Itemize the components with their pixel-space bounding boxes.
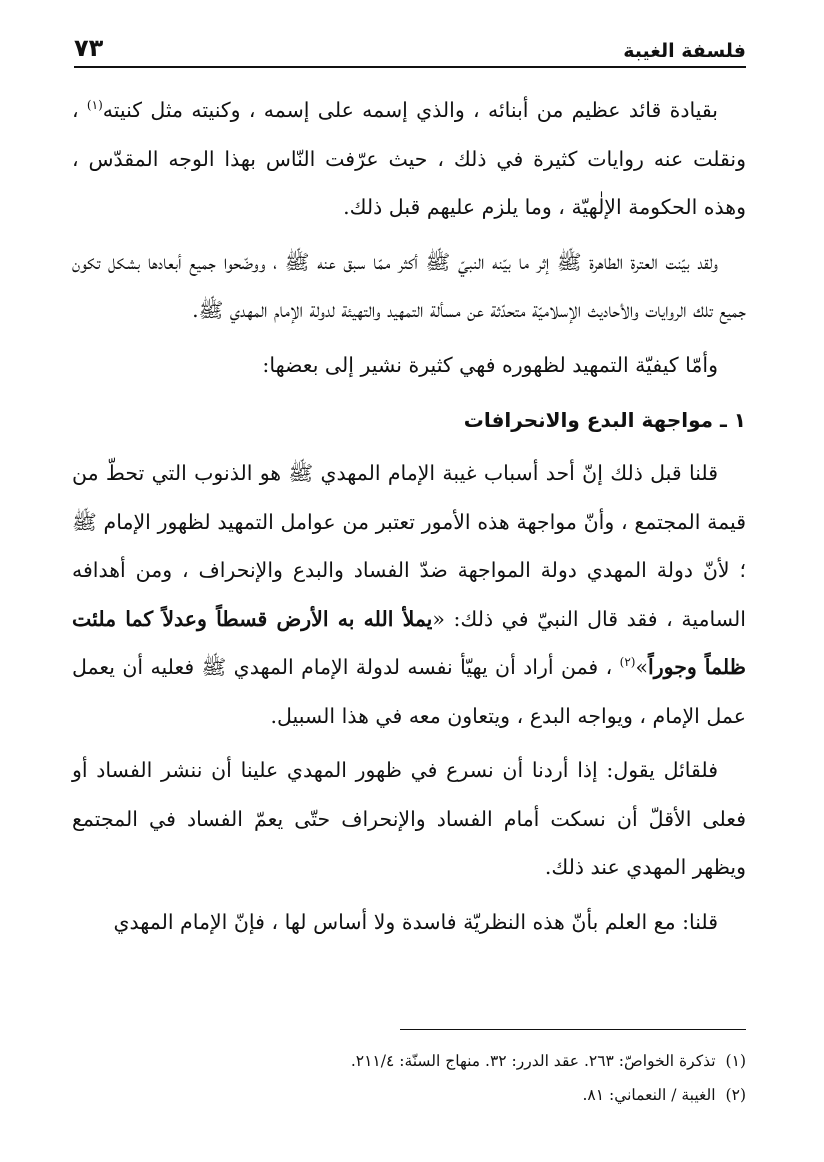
paragraph-1-part-b: ، ونقلت عنه روايات كثيرة في ذلك ، حيث عرّفت النّاس بهذا الوجه المقدّس ، وهذه الحكومة الإلٰهيّة ، وما يلزم عليهم قبل ذلك.	[72, 98, 746, 219]
paragraph-5: فلقائل يقول: إذا أردنا أن نسرع في ظهور المهدي علينا أن ننشر الفساد أو فعلى الأقلّ أن نسكت أمام الفساد والإنحراف حتّى يعمّ الفساد في المجتمع ويظهر المهدي عند ذلك.	[72, 758, 746, 879]
section-heading: ١ ـ مواجهة البدع والانحرافات	[463, 408, 746, 432]
quote-close: »	[635, 655, 649, 679]
page-header	[74, 22, 746, 68]
footnote-2	[72, 1078, 746, 1112]
paragraph-2: ولقد بيّنت العترة الطاهرة ﷺ إثر ما بيّنه النبيّ ﷺ أكثر ممّا سبق عنه ﷺ ، ووضّحوا جميع أبعادها بشكل تكون جميع تلك الروايات والأحاديث الإسلاميّة متحدّثة عن مسألة التمهيد والتهيئة لدولة الإمام المهدي ﷺ.	[72, 249, 746, 322]
footnote-2-text: الغيبة / النعماني: ٨١.	[582, 1086, 716, 1104]
paragraph-1	[72, 86, 746, 232]
running-title: فلسفة الغيبة	[623, 40, 746, 62]
hadith-quote: يملأ الله به الأرض قسطاً وعدلاً كما ملئت ظلماً وجوراً	[72, 606, 746, 679]
footnotes	[72, 1044, 746, 1112]
paragraph-4-part-b: ، فمن أراد أن يهيّأ نفسه لدولة الإمام المهدي ﷺ فعليه أن يعمل عمل الإمام ، ويواجه البدع ، ويتعاون معه في هذا السبيل.	[72, 655, 746, 728]
paragraph-4	[72, 449, 746, 740]
footnote-1	[72, 1044, 746, 1078]
page-number: ٧٣	[74, 34, 104, 62]
footnote-ref-1: (١)	[86, 98, 103, 113]
footnote-1-number: (١)	[725, 1052, 746, 1070]
footnote-ref-2: (٢)	[619, 655, 636, 670]
footnote-divider	[400, 1029, 746, 1030]
footnote-2-number: (٢)	[725, 1086, 746, 1104]
paragraph-6: قلنا: مع العلم بأنّ هذه النظريّة فاسدة ولا أساس لها ، فإنّ الإمام المهدي	[113, 909, 718, 934]
paragraph-1-part-a: بقيادة قائد عظيم من أبنائه ، والذي إسمه على إسمه ، وكنيته مثل كنيته	[102, 98, 718, 122]
main-text	[72, 86, 746, 952]
paragraph-3: وأمّا كيفيّة التمهيد لظهوره فهي كثيرة نشير إلى بعضها:	[262, 352, 718, 377]
footnote-1-text: تذكرة الخواصّ: ٢٦٣. عقد الدرر: ٣٢. منهاج السنّة: ٢١١/٤.	[350, 1052, 716, 1070]
paragraph-4-part-a: قلنا قبل ذلك إنّ أحد أسباب غيبة الإمام المهدي ﷺ هو الذنوب التي تحطّ من قيمة المجتمع ، وأنّ مواجهة هذه الأمور تعتبر من عوامل التمهيد لظهور الإمام ﷺ ؛ لأنّ دولة المهدي دولة المواجهة ضدّ الفساد والبدع والإنحراف ، ومن أهدافه السامية ، فقد قال النبيّ في ذلك: «	[72, 461, 746, 631]
